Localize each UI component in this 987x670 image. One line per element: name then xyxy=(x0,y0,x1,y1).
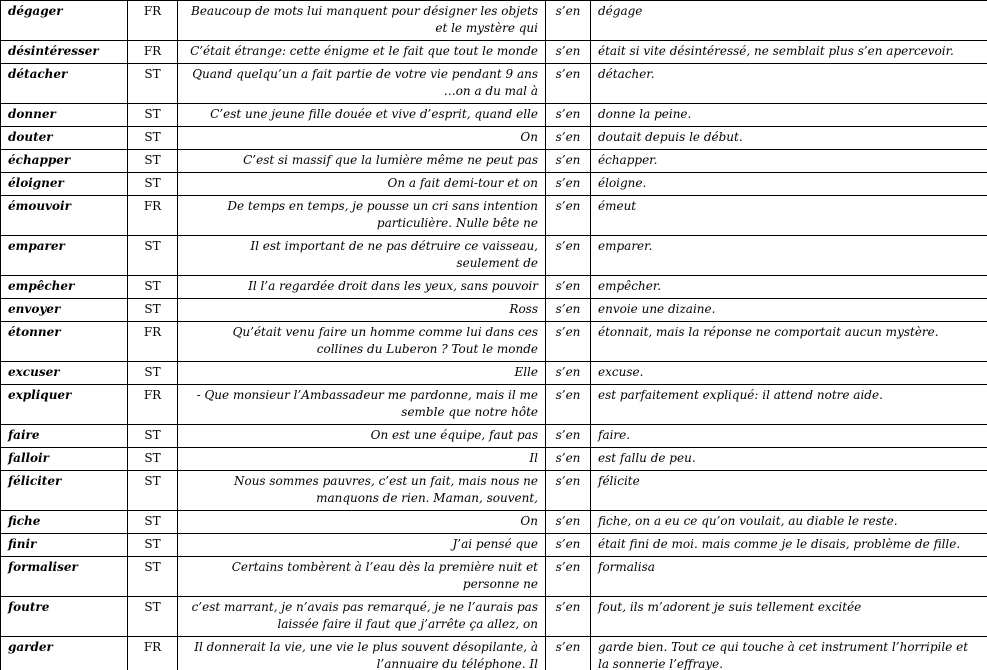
sen-particle-cell: s’en xyxy=(546,64,591,104)
verb-cell: foutre xyxy=(1,597,128,637)
context-before-cell: Quand quelqu’un a fait partie de votre vie pendant 9 ans …on a du mal à xyxy=(178,64,546,104)
context-before-cell: De temps en temps, je pousse un cri sans intention particulière. Nulle bête ne xyxy=(178,196,546,236)
source-code-cell: ST xyxy=(128,127,178,150)
context-after-cell: félicite xyxy=(591,471,987,511)
sen-particle-cell: s’en xyxy=(546,511,591,534)
context-before-cell: Nous sommes pauvres, c’est un fait, mais nous ne manquons de rien. Maman, souvent, xyxy=(178,471,546,511)
context-after-cell: emparer. xyxy=(591,236,987,276)
verb-cell: donner xyxy=(1,104,128,127)
verb-cell: envoyer xyxy=(1,299,128,322)
context-after-cell: faire. xyxy=(591,425,987,448)
source-code-cell: FR xyxy=(128,41,178,64)
verb-cell: finir xyxy=(1,534,128,557)
source-code-cell: ST xyxy=(128,64,178,104)
context-after-cell: donne la peine. xyxy=(591,104,987,127)
context-after-cell: formalisa xyxy=(591,557,987,597)
context-after-cell: émeut xyxy=(591,196,987,236)
sen-particle-cell: s’en xyxy=(546,150,591,173)
context-after-cell: détacher. xyxy=(591,64,987,104)
source-code-cell: ST xyxy=(128,511,178,534)
context-after-cell: garde bien. Tout ce qui touche à cet instrument l’horripile et la sonnerie l’effraye. xyxy=(591,637,987,670)
table-row xyxy=(1,276,987,299)
table-row xyxy=(1,1,987,41)
verb-cell: étonner xyxy=(1,322,128,362)
table-row xyxy=(1,104,987,127)
table-row xyxy=(1,299,987,322)
table-row xyxy=(1,41,987,64)
source-code-cell: FR xyxy=(128,196,178,236)
table-row xyxy=(1,597,987,637)
context-before-cell: Elle xyxy=(178,362,546,385)
table-row xyxy=(1,385,987,425)
context-before-cell: c’est marrant, je n’avais pas remarqué, je ne l’aurais pas laissée faire il faut que j’arrête ça allez, on xyxy=(178,597,546,637)
source-code-cell: FR xyxy=(128,1,178,41)
sen-particle-cell: s’en xyxy=(546,362,591,385)
context-after-cell: doutait depuis le début. xyxy=(591,127,987,150)
context-after-cell: était si vite désintéressé, ne semblait plus s’en apercevoir. xyxy=(591,41,987,64)
sen-particle-cell: s’en xyxy=(546,104,591,127)
table-row xyxy=(1,362,987,385)
context-before-cell: C’était étrange: cette énigme et le fait que tout le monde xyxy=(178,41,546,64)
source-code-cell: ST xyxy=(128,104,178,127)
context-before-cell: Beaucoup de mots lui manquent pour désigner les objets et le mystère qui xyxy=(178,1,546,41)
context-before-cell: Certains tombèrent à l’eau dès la première nuit et personne ne xyxy=(178,557,546,597)
source-code-cell: ST xyxy=(128,236,178,276)
table-row xyxy=(1,196,987,236)
verb-cell: formaliser xyxy=(1,557,128,597)
context-before-cell: On xyxy=(178,127,546,150)
source-code-cell: ST xyxy=(128,448,178,471)
source-code-cell: ST xyxy=(128,597,178,637)
context-after-cell: excuse. xyxy=(591,362,987,385)
table-row xyxy=(1,322,987,362)
verb-cell: échapper xyxy=(1,150,128,173)
context-before-cell: Il donnerait la vie, une vie le plus souvent désopilante, à l’annuaire du téléphone. Il xyxy=(178,637,546,670)
context-after-cell: envoie une dizaine. xyxy=(591,299,987,322)
context-after-cell: fiche, on a eu ce qu’on voulait, au diable le reste. xyxy=(591,511,987,534)
sen-particle-cell: s’en xyxy=(546,448,591,471)
sen-particle-cell: s’en xyxy=(546,557,591,597)
table-body xyxy=(1,1,987,670)
verb-cell: garder xyxy=(1,637,128,670)
source-code-cell: FR xyxy=(128,322,178,362)
source-code-cell: ST xyxy=(128,557,178,597)
verb-cell: falloir xyxy=(1,448,128,471)
source-code-cell: ST xyxy=(128,534,178,557)
context-before-cell: Ross xyxy=(178,299,546,322)
table-row xyxy=(1,534,987,557)
table-row xyxy=(1,150,987,173)
source-code-cell: ST xyxy=(128,276,178,299)
sen-particle-cell: s’en xyxy=(546,322,591,362)
verb-cell: empêcher xyxy=(1,276,128,299)
sen-particle-cell: s’en xyxy=(546,276,591,299)
verb-cell: fiche xyxy=(1,511,128,534)
sen-particle-cell: s’en xyxy=(546,196,591,236)
source-code-cell: ST xyxy=(128,150,178,173)
sen-particle-cell: s’en xyxy=(546,299,591,322)
context-after-cell: empêcher. xyxy=(591,276,987,299)
sen-particle-cell: s’en xyxy=(546,127,591,150)
context-before-cell: On xyxy=(178,511,546,534)
verb-cell: excuser xyxy=(1,362,128,385)
source-code-cell: ST xyxy=(128,425,178,448)
sen-particle-cell: s’en xyxy=(546,1,591,41)
source-code-cell: ST xyxy=(128,471,178,511)
context-before-cell: On est une équipe, faut pas xyxy=(178,425,546,448)
source-code-cell: FR xyxy=(128,637,178,670)
verb-cell: désintéresser xyxy=(1,41,128,64)
source-code-cell: ST xyxy=(128,173,178,196)
context-before-cell: Il xyxy=(178,448,546,471)
verb-cell: faire xyxy=(1,425,128,448)
context-before-cell: Il l’a regardée droit dans les yeux, sans pouvoir xyxy=(178,276,546,299)
sen-particle-cell: s’en xyxy=(546,425,591,448)
sen-particle-cell: s’en xyxy=(546,385,591,425)
context-after-cell: échapper. xyxy=(591,150,987,173)
context-before-cell: On a fait demi-tour et on xyxy=(178,173,546,196)
table-row xyxy=(1,557,987,597)
sen-particle-cell: s’en xyxy=(546,637,591,670)
context-after-cell: éloigne. xyxy=(591,173,987,196)
table-row xyxy=(1,511,987,534)
verb-cell: douter xyxy=(1,127,128,150)
context-after-cell: est parfaitement expliqué: il attend notre aide. xyxy=(591,385,987,425)
table-row xyxy=(1,127,987,150)
table-row xyxy=(1,637,987,670)
table-row xyxy=(1,425,987,448)
context-after-cell: est fallu de peu. xyxy=(591,448,987,471)
source-code-cell: ST xyxy=(128,299,178,322)
context-after-cell: fout, ils m’adorent je suis tellement excitée xyxy=(591,597,987,637)
source-code-cell: FR xyxy=(128,385,178,425)
context-after-cell: était fini de moi. mais comme je le disais, problème de fille. xyxy=(591,534,987,557)
verb-cell: emparer xyxy=(1,236,128,276)
context-after-cell: dégage xyxy=(591,1,987,41)
context-before-cell: - Que monsieur l’Ambassadeur me pardonne, mais il me semble que notre hôte xyxy=(178,385,546,425)
source-code-cell: ST xyxy=(128,362,178,385)
sen-particle-cell: s’en xyxy=(546,534,591,557)
context-before-cell: C’est une jeune fille douée et vive d’esprit, quand elle xyxy=(178,104,546,127)
table-row xyxy=(1,64,987,104)
sen-particle-cell: s’en xyxy=(546,597,591,637)
table-row xyxy=(1,471,987,511)
verb-cell: détacher xyxy=(1,64,128,104)
sen-particle-cell: s’en xyxy=(546,41,591,64)
verb-cell: éloigner xyxy=(1,173,128,196)
sen-particle-cell: s’en xyxy=(546,173,591,196)
verb-cell: féliciter xyxy=(1,471,128,511)
table-row xyxy=(1,236,987,276)
table-row xyxy=(1,173,987,196)
context-before-cell: J’ai pensé que xyxy=(178,534,546,557)
table-row xyxy=(1,448,987,471)
verb-cell: dégager xyxy=(1,1,128,41)
sen-particle-cell: s’en xyxy=(546,236,591,276)
verb-cell: émouvoir xyxy=(1,196,128,236)
sen-particle-cell: s’en xyxy=(546,471,591,511)
context-before-cell: C’est si massif que la lumière même ne peut pas xyxy=(178,150,546,173)
context-before-cell: Qu’était venu faire un homme comme lui dans ces collines du Luberon ? Tout le monde xyxy=(178,322,546,362)
context-before-cell: Il est important de ne pas détruire ce vaisseau, seulement de xyxy=(178,236,546,276)
verb-cell: expliquer xyxy=(1,385,128,425)
context-after-cell: étonnait, mais la réponse ne comportait aucun mystère. xyxy=(591,322,987,362)
